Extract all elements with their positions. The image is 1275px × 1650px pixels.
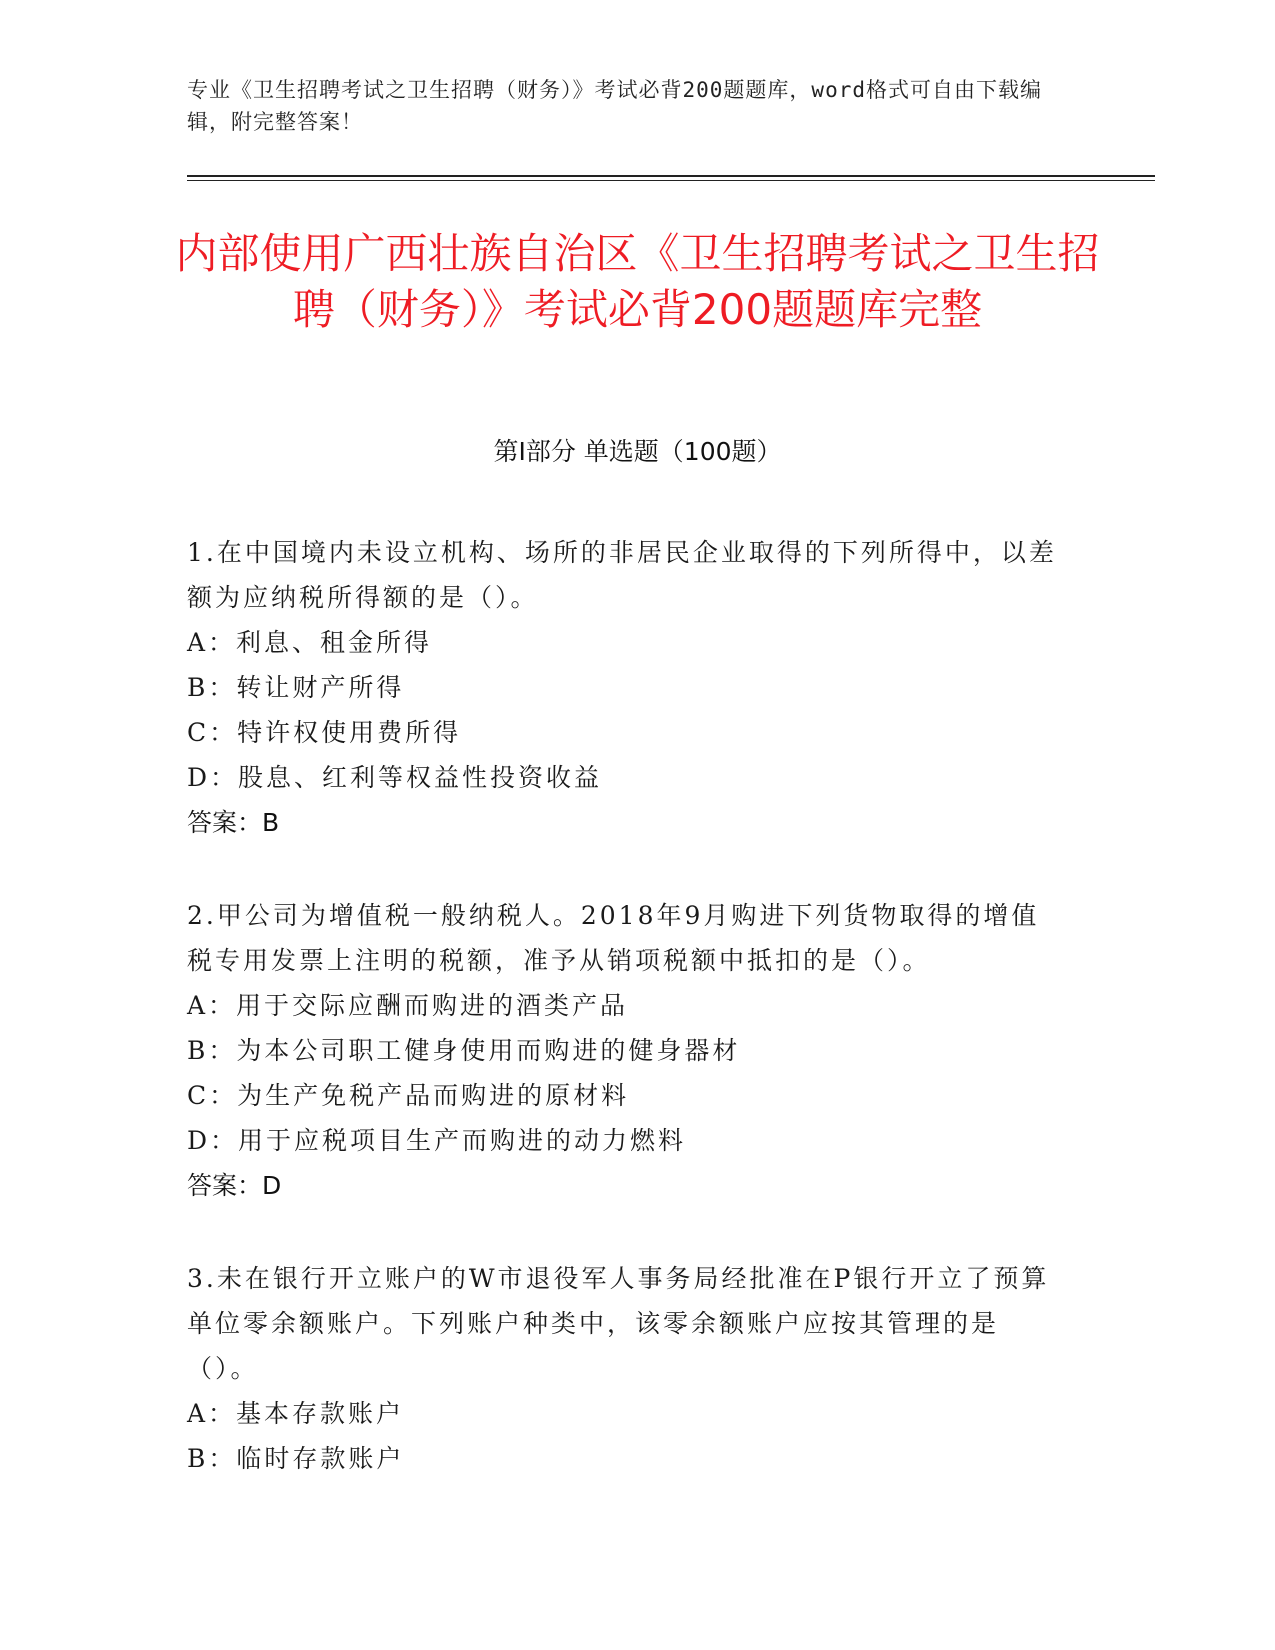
option-a: A：用于交际应酬而购进的酒类产品	[187, 991, 629, 1020]
header-divider-thick	[187, 175, 1155, 177]
question-list	[187, 530, 1067, 1529]
option-c: C：特许权使用费所得	[187, 718, 462, 747]
question-stem: 3.未在银行开立账户的W市退役军人事务局经批准在P银行开立了预算单位零余额账户。下列账户种类中，该零余额账户应按其管理的是（）。	[187, 1264, 1050, 1383]
option-b: B：为本公司职工健身使用而购进的健身器材	[187, 1036, 741, 1065]
question-3	[187, 1256, 1067, 1481]
answer-line: 答案：D	[187, 1171, 282, 1200]
option-b: B：转让财产所得	[187, 673, 405, 702]
question-2	[187, 893, 1067, 1208]
answer-line: 答案：B	[187, 808, 280, 837]
option-a: A：利息、租金所得	[187, 628, 433, 657]
question-stem: 2.甲公司为增值税一般纳税人。2018年9月购进下列货物取得的增值税专用发票上注明的税额，准予从销项税额中抵扣的是（）。	[187, 901, 1040, 975]
question-1	[187, 530, 1067, 845]
header-divider-thin	[187, 180, 1155, 181]
option-d: D：股息、红利等权益性投资收益	[187, 763, 603, 792]
document-title: 内部使用广西壮族自治区《卫生招聘考试之卫生招聘（财务）》考试必背200题题库完整	[175, 229, 1100, 334]
option-a: A：基本存款账户	[187, 1399, 405, 1428]
header-note: 专业《卫生招聘考试之卫生招聘（财务）》考试必背200题题库，word格式可自由下载编辑，附完整答案！	[187, 78, 1042, 134]
option-b: B：临时存款账户	[187, 1444, 405, 1473]
section-heading: 第I部分 单选题（100题）	[493, 437, 782, 466]
option-c: C：为生产免税产品而购进的原材料	[187, 1081, 630, 1110]
question-stem: 1.在中国境内未设立机构、场所的非居民企业取得的下列所得中，以差额为应纳税所得额的是（）。	[187, 538, 1057, 612]
option-d: D：用于应税项目生产而购进的动力燃料	[187, 1126, 687, 1155]
